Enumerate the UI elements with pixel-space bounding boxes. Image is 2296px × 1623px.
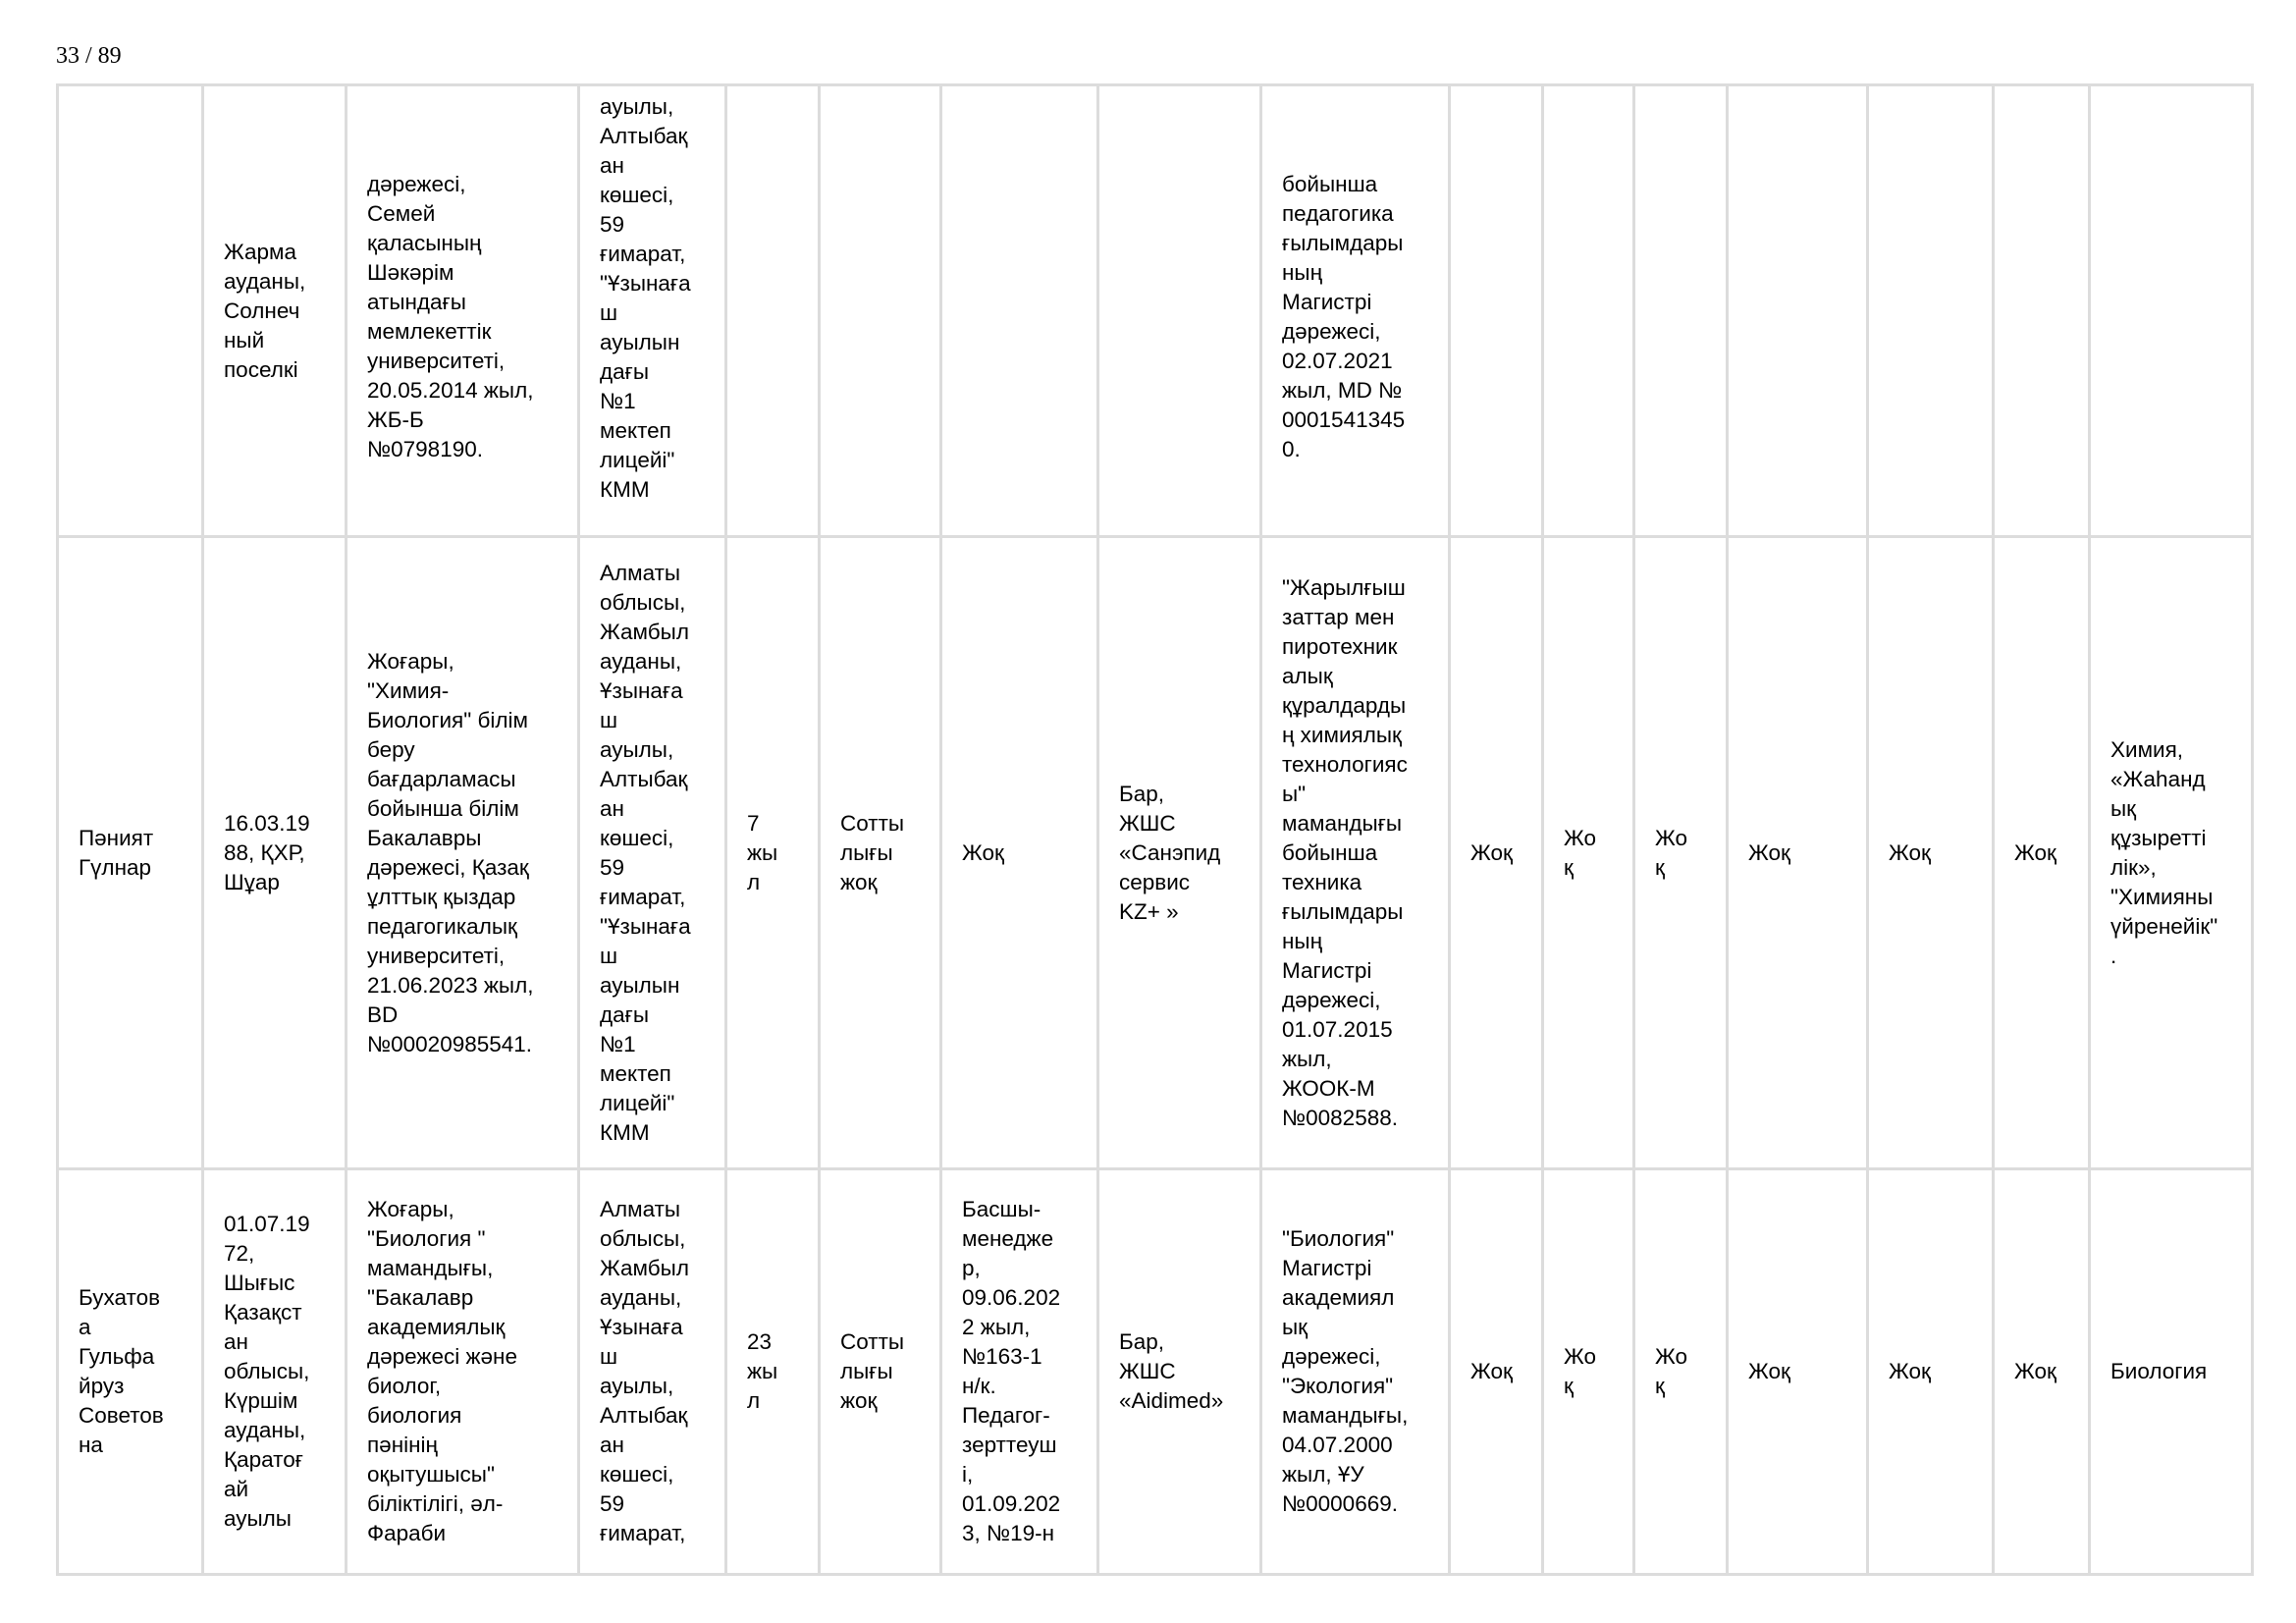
table-row bbox=[56, 535, 2254, 1167]
table-cell: Химия, «Жаһанд ық құзыретті лік», "Химияны үйренейік" . bbox=[2088, 535, 2254, 1167]
page-number: 33 / 89 bbox=[56, 43, 122, 69]
table-cell: Пәният Гүлнар bbox=[56, 535, 201, 1167]
table-cell bbox=[2088, 83, 2254, 535]
table-cell: 7 жы л bbox=[724, 535, 818, 1167]
table-cell: Сотты лығы жоқ bbox=[818, 1167, 939, 1576]
table-row bbox=[56, 1167, 2254, 1576]
table-cell: Жоқ bbox=[1448, 1167, 1541, 1576]
table-cell: "Жарылғыш заттар мен пиротехник алық құралдарды ң химиялық технологиясы" мамандығы бойынша техника ғылымдары ның Магистрі дәрежесі, 01.07.2015 жыл, ЖООК-М №0082588. bbox=[1259, 535, 1448, 1167]
table-cell: 23 жы л bbox=[724, 1167, 818, 1576]
table-cell: Жо қ bbox=[1541, 1167, 1632, 1576]
table-cell bbox=[724, 83, 818, 535]
table-cell: Жо қ bbox=[1632, 1167, 1726, 1576]
table-cell: Жоқ bbox=[1448, 535, 1541, 1167]
table-cell: Жоқ bbox=[1866, 1167, 1992, 1576]
table-cell: Жо қ bbox=[1632, 535, 1726, 1167]
table-cell: 01.07.19 72, Шығыс Қазақст ан облысы, Күршім ауданы, Қаратоғ ай ауылы bbox=[201, 1167, 345, 1576]
table-cell bbox=[1992, 83, 2088, 535]
table-cell bbox=[1632, 83, 1726, 535]
table-cell: Жо қ bbox=[1541, 535, 1632, 1167]
table-cell: бойынша педагогика ғылымдары ның Магистрі дәрежесі, 02.07.2021 жыл, MD № 0001541345 0. bbox=[1259, 83, 1448, 535]
table-cell: Жоқ bbox=[939, 535, 1096, 1167]
table-cell: Басшы- менедже р, 09.06.202 2 жыл, №163-1 н/к. Педагог- зерттеуш і, 01.09.202 3, №19-н bbox=[939, 1167, 1096, 1576]
table-cell bbox=[1096, 83, 1259, 535]
table-cell bbox=[1448, 83, 1541, 535]
table-cell: ауылы, Алтыбақ ан көшесі, 59 ғимарат, "Ұзынаға ш ауылын дағы №1 мектеп лицейі" КММ bbox=[577, 83, 724, 535]
table-cell: Жоқ bbox=[1866, 535, 1992, 1167]
table-cell: Жоғары, "Биология " мамандығы, "Бакалавр академиялық дәрежесі және биолог, биология пәнінің оқытушысы" біліктілігі, әл- Фараби bbox=[345, 1167, 577, 1576]
personnel-table bbox=[56, 83, 2254, 1576]
table-cell: "Биология" Магистрі академиял ық дәрежесі, "Экология" мамандығы, 04.07.2000 жыл, ҰУ №0000669. bbox=[1259, 1167, 1448, 1576]
table-cell: Алматы облысы, Жамбыл ауданы, Ұзынаға ш ауылы, Алтыбақ ан көшесі, 59 ғимарат, bbox=[577, 1167, 724, 1576]
table-cell: Жоқ bbox=[1726, 1167, 1866, 1576]
table-row bbox=[56, 83, 2254, 535]
table-cell: Бухатов а Гульфа йруз Советов на bbox=[56, 1167, 201, 1576]
table-cell: Бар, ЖШС «Aidimed» bbox=[1096, 1167, 1259, 1576]
table-cell: Сотты лығы жоқ bbox=[818, 535, 939, 1167]
table-cell: Жарма ауданы, Солнеч ный поселкі bbox=[201, 83, 345, 535]
table-cell bbox=[818, 83, 939, 535]
table-cell: Бар, ЖШС «Санэпид сервис KZ+ » bbox=[1096, 535, 1259, 1167]
table-cell bbox=[1866, 83, 1992, 535]
table-cell: 16.03.19 88, ҚХР, Шұар bbox=[201, 535, 345, 1167]
table-cell: Жоғары, "Химия- Биология" білім беру бағдарламасы бойынша білім Бакалавры дәрежесі, Қазақ ұлттық қыздар педагогикалық университеті, 21.06.2023 жыл, BD №00020985541. bbox=[345, 535, 577, 1167]
table-cell bbox=[56, 83, 201, 535]
table-cell: Жоқ bbox=[1992, 1167, 2088, 1576]
table-cell: Алматы облысы, Жамбыл ауданы, Ұзынаға ш ауылы, Алтыбақ ан көшесі, 59 ғимарат, "Ұзынаға ш ауылын дағы №1 мектеп лицейі" КММ bbox=[577, 535, 724, 1167]
table-cell bbox=[1541, 83, 1632, 535]
table-cell: дәрежесі, Семей қаласының Шәкәрім атындағы мемлекеттік университеті, 20.05.2014 жыл, ЖБ-Б №0798190. bbox=[345, 83, 577, 535]
table-cell: Жоқ bbox=[1992, 535, 2088, 1167]
table-cell bbox=[939, 83, 1096, 535]
table-cell: Жоқ bbox=[1726, 535, 1866, 1167]
table-cell bbox=[1726, 83, 1866, 535]
table-cell: Биология bbox=[2088, 1167, 2254, 1576]
